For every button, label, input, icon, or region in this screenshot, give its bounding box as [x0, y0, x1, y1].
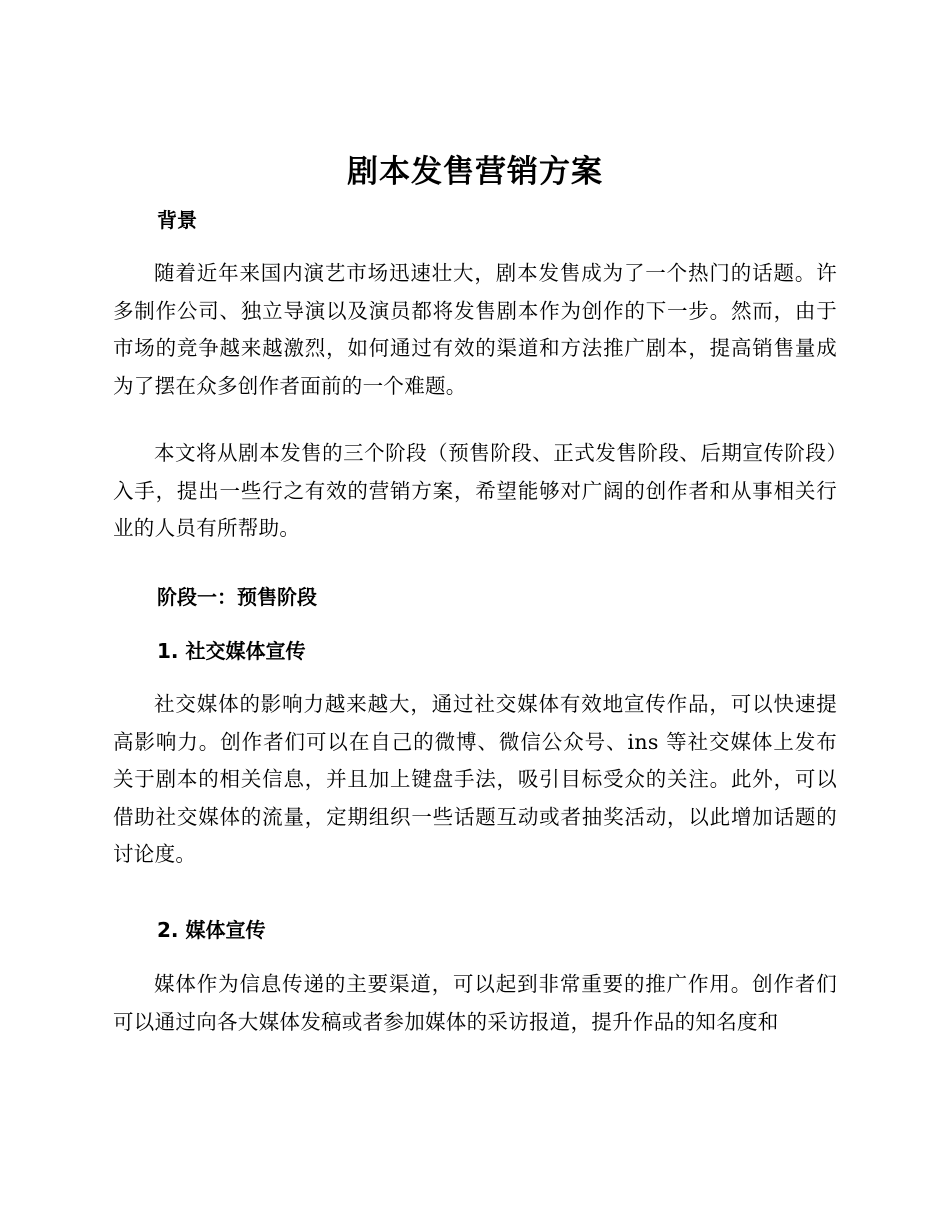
- paragraph-background-1: 随着近年来国内演艺市场迅速壮大，剧本发售成为了一个热门的话题。许多制作公司、独立导演以及演员都将发售剧本作为创作的下一步。然而，由于市场的竞争越来越激烈，如何通过有效的渠道和方法推广剧本，提高销售量成为了摆在众多创作者面前的一个难题。: [113, 261, 837, 398]
- paragraph-social-media: 社交媒体的影响力越来越大，通过社交媒体有效地宣传作品，可以快速提高影响力。创作者们可以在自己的微博、微信公众号、ins 等社交媒体上发布关于剧本的相关信息，并且加上键盘手法，吸引目标受众的关注。此外，可以借助社交媒体的流量，定期组织一些话题互动或者抽奖活动，以此增加话题的讨论度。: [113, 692, 837, 866]
- paragraph-background-2: 本文将从剧本发售的三个阶段（预售阶段、正式发售阶段、后期宣传阶段）入手，提出一些行之有效的营销方案，希望能够对广阔的创作者和从事相关行业的人员有所帮助。: [113, 441, 837, 540]
- paragraph-media: 媒体作为信息传递的主要渠道，可以起到非常重要的推广作用。创作者们可以通过向各大媒体发稿或者参加媒体的采访报道，提升作品的知名度和: [113, 972, 837, 1034]
- subsection-heading-media: 2. 媒体宣传: [157, 918, 266, 942]
- document-title: 剧本发售营销方案: [347, 154, 603, 190]
- subsection-heading-social-media: 1. 社交媒体宣传: [157, 639, 306, 663]
- section-heading-background: 背景: [157, 208, 197, 232]
- section-heading-stage-1: 阶段一：预售阶段: [157, 585, 317, 609]
